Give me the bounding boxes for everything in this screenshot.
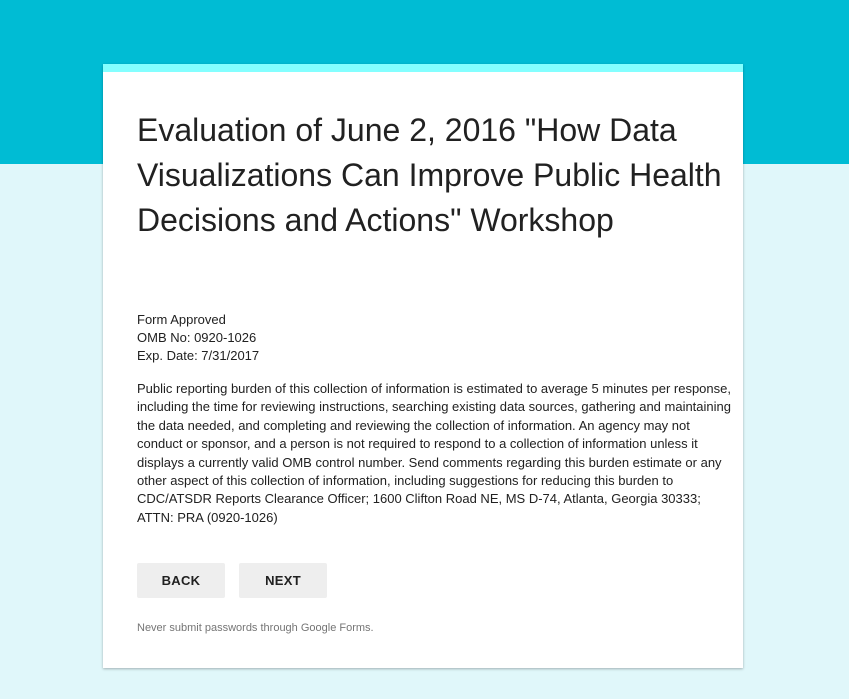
password-warning: Never submit passwords through Google Forms. bbox=[137, 622, 374, 634]
approval-line: Form Approved bbox=[137, 312, 226, 327]
card-accent-bar bbox=[103, 64, 743, 72]
back-button[interactable]: BACK bbox=[137, 563, 225, 598]
next-button[interactable]: NEXT bbox=[239, 563, 327, 598]
burden-statement: Public reporting burden of this collection of information is estimated to average 5 minutes per response, including the time for reviewing instructions, searching existing data sources, gathering and maintaining the data needed, and completing and reviewing the collection of information. An agency may not conduct or sponsor, and a person is not required to respond to a collection of information unless it displays a currently valid OMB control number. Send comments regarding this burden estimate or any other aspect of this collection of information, including suggestions for reducing this burden to CDC/ATSDR Reports Clearance Officer; 1600 Clifton Road NE, MS D-74, Atlanta, Georgia 30333; ATTN: PRA (0920-1026) bbox=[137, 381, 731, 525]
omb-number: OMB No: 0920-1026 bbox=[137, 330, 257, 345]
expiration-date: Exp. Date: 7/31/2017 bbox=[137, 348, 260, 363]
form-title: Evaluation of June 2, 2016 "How Data Visualizations Can Improve Public Health Decisions and Actions" Workshop bbox=[137, 112, 722, 238]
form-approval-info bbox=[137, 311, 727, 365]
form-card bbox=[103, 64, 743, 668]
